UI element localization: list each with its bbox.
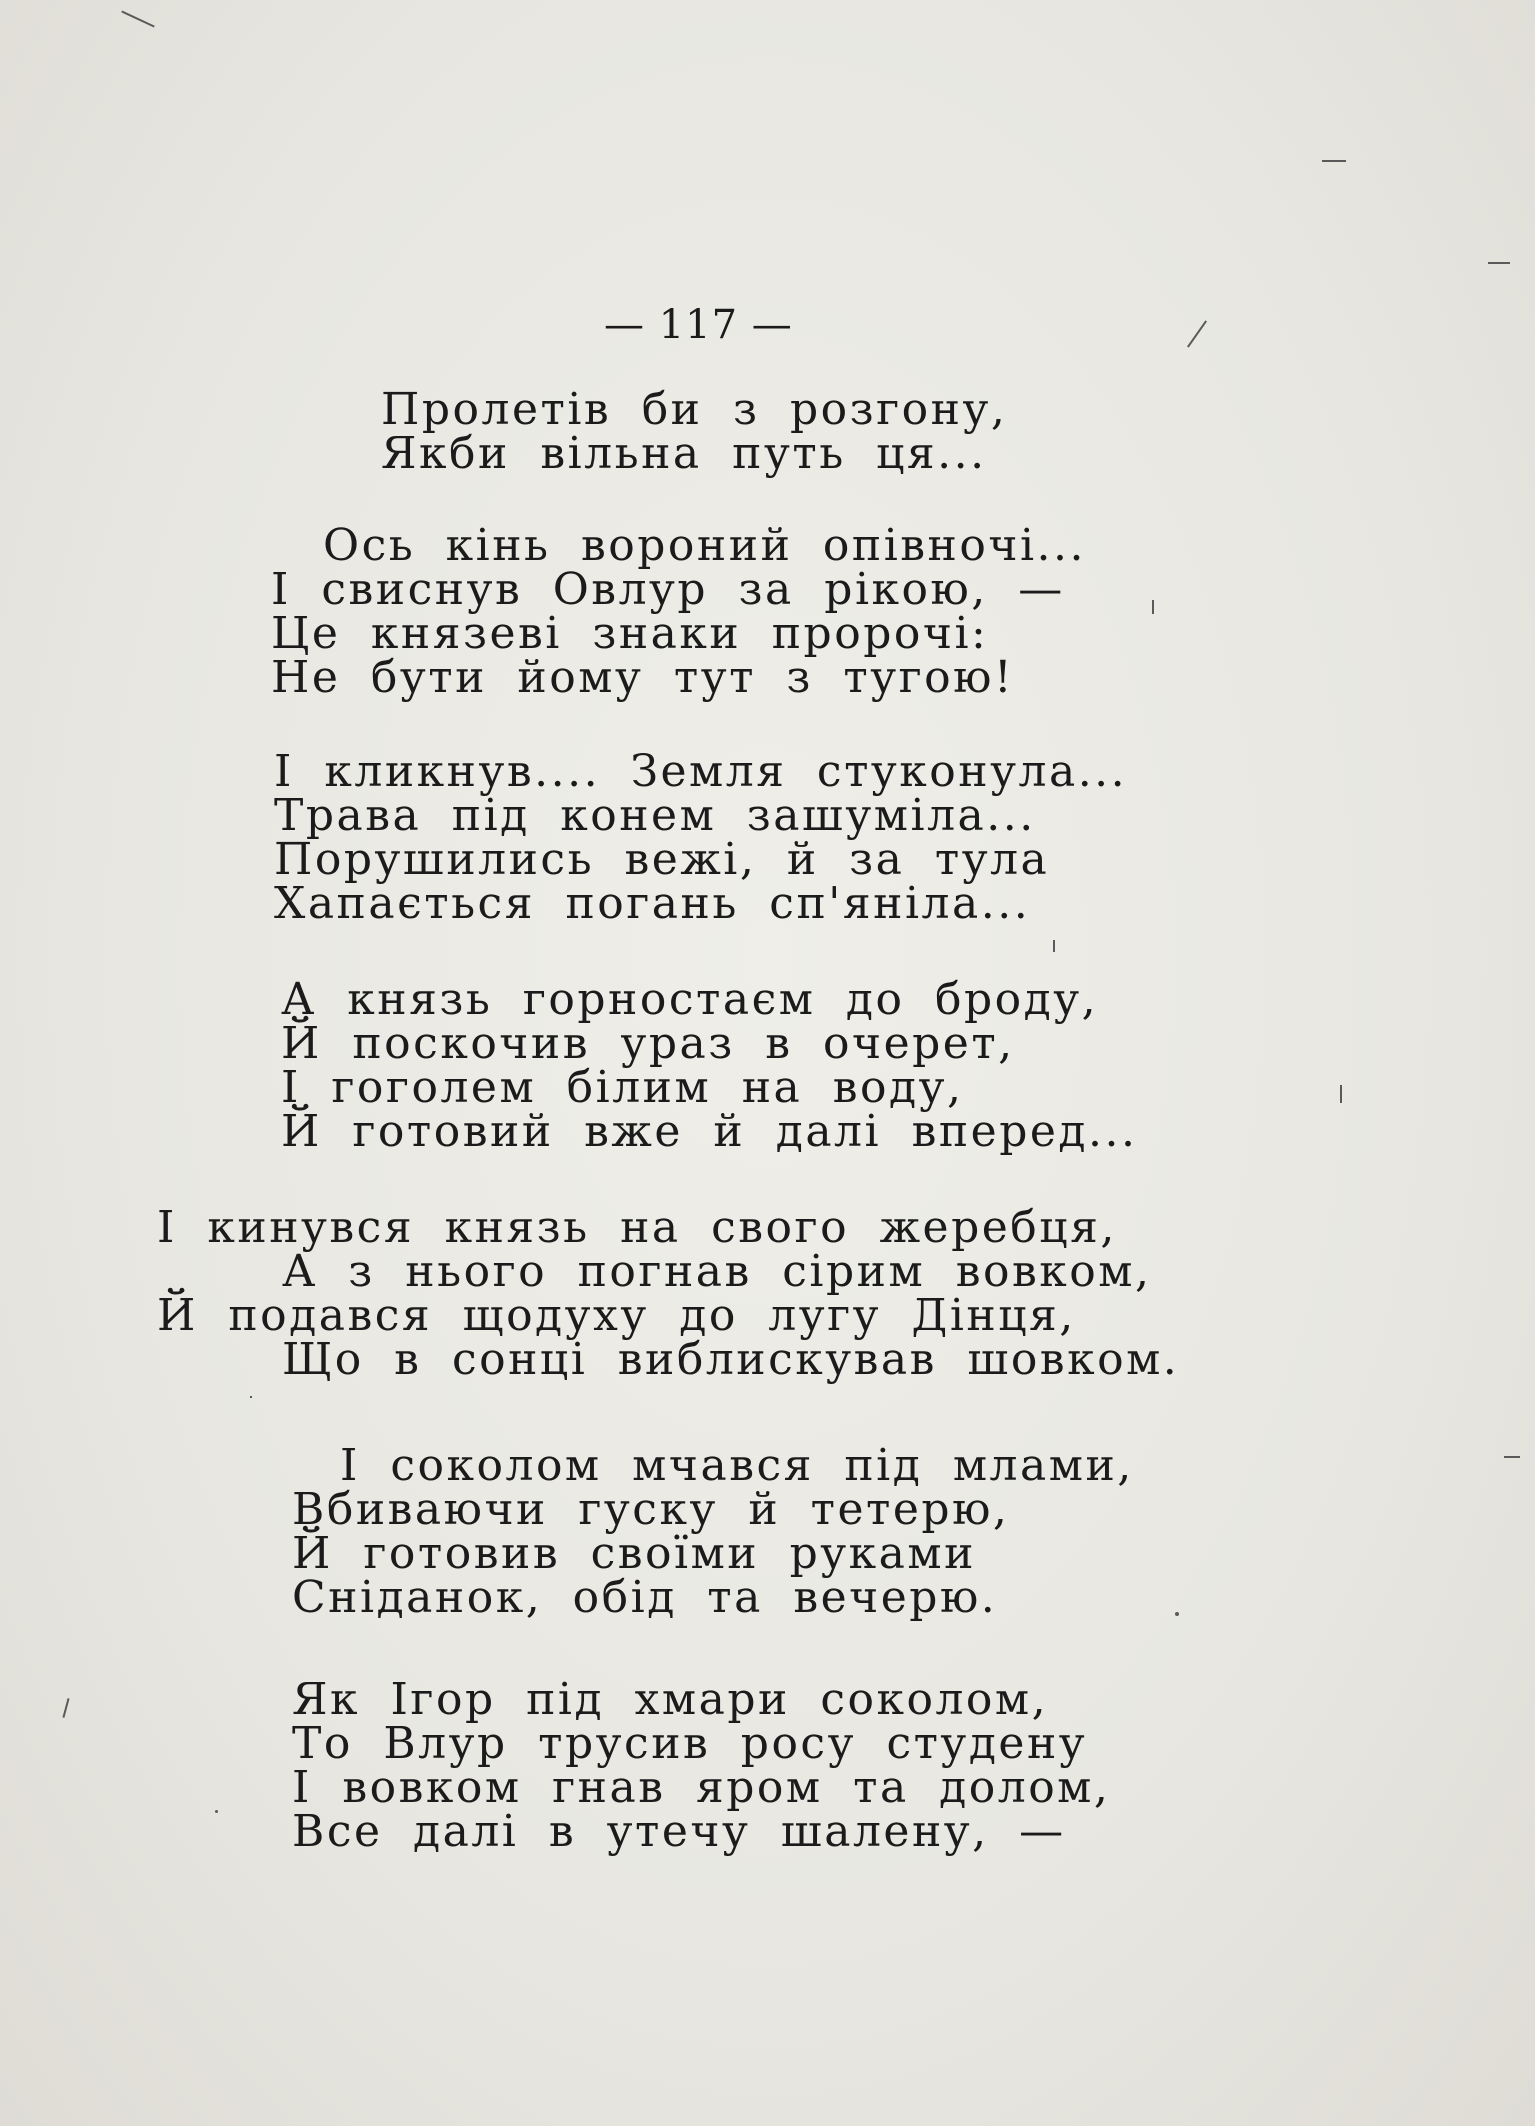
paper-speck [1053,940,1055,952]
paper-speck [250,1396,252,1398]
paper-speck [1175,1612,1179,1616]
poem-line: І кинувся князь на свого жеребця, [157,1202,1117,1253]
page-number: — 117 — [604,302,793,348]
poem-line: А князь горностаєм до броду, [281,974,1099,1025]
poem-line: А з нього погнав сірим вовком, [282,1246,1152,1297]
paper-speck [121,10,154,27]
poem-line: Ось кінь вороний опівночі... [323,520,1086,571]
paper-speck [1152,600,1154,614]
poem-line: Якби вільна путь ця... [381,428,987,479]
poem-line: Й готовив своїми руками [292,1528,976,1579]
paper-speck [1504,1456,1520,1458]
paper-speck [1187,320,1207,347]
poem-line: І соколом мчався під млами, [340,1440,1134,1491]
paper-speck [215,1810,218,1813]
poem-line: Не бути йому тут з тугою! [271,652,1015,703]
poem-line: І гоголем білим на воду, [281,1062,964,1113]
poem-line: Трава під конем зашуміла... [274,790,1036,841]
poem-line: І кликнув.... Земля стуконула... [274,746,1128,797]
poem-line: Вбиваючи гуску й тетерю, [292,1484,1010,1535]
poem-line: Й поскочив ураз в очерет, [281,1018,1015,1069]
poem-line: Пролетів би з розгону, [381,384,1008,435]
poem-line: Що в сонці виблискував шовком. [282,1334,1180,1385]
poem-line: Як Ігор під хмари соколом, [292,1674,1049,1725]
poem-line: Все далі в утечу шалену, — [292,1806,1066,1857]
poem-line: Порушились вежі, й за тула [274,834,1050,885]
paper-speck [1340,1085,1342,1103]
paper-speck [1488,262,1510,264]
poem-line: То Влур трусив росу студену [292,1718,1088,1769]
paper-speck [62,1698,69,1718]
poem-line: І свиснув Овлур за рікою, — [271,564,1065,615]
poem-line: Хапається погань сп'яніла... [274,878,1031,929]
poem-line: Й подався щодуху до лугу Дінця, [157,1290,1076,1341]
paper-speck [1322,160,1346,162]
poem-line: Й готовий вже й далі вперед... [281,1106,1138,1157]
poem-line: Сніданок, обід та вечерю. [292,1572,998,1623]
poem-line: Це князеві знаки пророчі: [271,608,989,659]
poem-line: І вовком гнав яром та долом, [292,1762,1111,1813]
